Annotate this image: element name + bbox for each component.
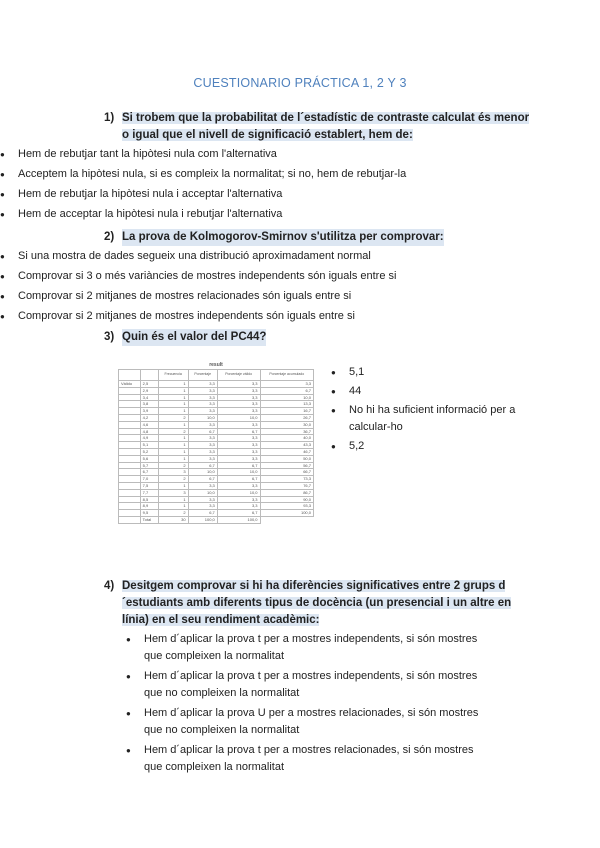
option[interactable]: ● 5,1 <box>331 364 521 381</box>
table-cell <box>119 435 141 442</box>
question-2 <box>18 229 444 328</box>
table-cell: 3,3 <box>217 408 260 415</box>
question-3-header <box>104 329 266 346</box>
table-cell <box>119 462 141 469</box>
table-row <box>119 455 314 462</box>
table-cell: 2,9 <box>140 387 158 394</box>
table-cell: 7,7 <box>140 489 158 496</box>
table-row <box>119 428 314 435</box>
question-3-text: Quin és el valor del PC44? <box>122 329 266 346</box>
table-row <box>119 421 314 428</box>
table-cell: 3,3 <box>188 503 217 510</box>
question-2-text: La prova de Kolmogorov-Smirnov s'utilitza per comprovar: <box>122 229 444 246</box>
question-4-text: Desitgem comprovar si hi ha diferències significatives entre 2 grups d´estudiants amb diferents tipus de docència (un presencial i un altre en línia) en el seu rendiment acadèmic: <box>122 580 512 626</box>
table-total-row <box>119 516 314 523</box>
table-cell: 2 <box>158 476 188 483</box>
table-cell: 3,3 <box>217 394 260 401</box>
table-cell: 3,3 <box>217 482 260 489</box>
frequency-table-title: result <box>209 362 223 368</box>
table-cell <box>119 414 141 421</box>
table-cell: 43,3 <box>260 442 313 449</box>
table-cell: 6,7 <box>217 476 260 483</box>
table-row <box>119 510 314 517</box>
table-cell: 3,3 <box>217 381 260 388</box>
option[interactable]: ● Hem de rebutjar la hipòtesi nula i acceptar l'alternativa <box>0 186 532 203</box>
table-cell <box>119 496 141 503</box>
table-cell: 4,2 <box>140 414 158 421</box>
table-cell <box>119 408 141 415</box>
table-cell: 40,0 <box>260 435 313 442</box>
table-cell: 86,7 <box>260 489 313 496</box>
table-cell: 3,3 <box>188 387 217 394</box>
table-cell: 2 <box>158 462 188 469</box>
table-cell: 3,3 <box>217 503 260 510</box>
table-cell: 26,7 <box>260 414 313 421</box>
table-cell: 10,0 <box>217 469 260 476</box>
table-cell: 5,7 <box>140 462 158 469</box>
question-3-options <box>331 364 521 455</box>
question-2-options <box>0 248 444 325</box>
table-cell: Válido <box>119 381 141 388</box>
table-cell: 30 <box>158 516 188 523</box>
table-header <box>140 370 158 381</box>
question-4 <box>104 578 532 779</box>
table-cell <box>119 516 141 523</box>
table-cell: 3,3 <box>188 421 217 428</box>
table-row <box>119 414 314 421</box>
table-row <box>119 503 314 510</box>
table-cell: 93,3 <box>260 503 313 510</box>
table-header: Porcentaje válido <box>217 370 260 381</box>
table-cell: 6,7 <box>260 387 313 394</box>
table-cell: 6,7 <box>188 462 217 469</box>
table-cell: 100,0 <box>217 516 260 523</box>
table-row <box>119 476 314 483</box>
question-1 <box>18 110 532 226</box>
table-cell: 1 <box>158 448 188 455</box>
table-cell: 1 <box>158 387 188 394</box>
table-cell: 6,7 <box>188 476 217 483</box>
table-row <box>119 462 314 469</box>
table-cell: 30,0 <box>260 421 313 428</box>
table-cell: 1 <box>158 435 188 442</box>
table-cell <box>119 428 141 435</box>
table-cell: 1 <box>158 394 188 401</box>
table-header: Frecuencia <box>158 370 188 381</box>
question-number: 1) <box>104 112 115 124</box>
table-cell <box>119 421 141 428</box>
table-row <box>119 469 314 476</box>
table-cell: 3,3 <box>188 435 217 442</box>
table-cell: 7,0 <box>140 476 158 483</box>
table-cell: 3,4 <box>140 394 158 401</box>
option[interactable]: ● Hem d´aplicar la prova t per a mostres independents, si són mostres que no compleixen la normalitat <box>126 668 486 702</box>
table-cell <box>119 469 141 476</box>
option[interactable]: ● Comprovar si 2 mitjanes de mostres independents són iguals entre si <box>0 308 444 325</box>
table-cell <box>119 455 141 462</box>
table-cell <box>119 387 141 394</box>
table-cell: 13,3 <box>260 401 313 408</box>
table-header-row <box>119 370 314 381</box>
option[interactable]: ● Hem de rebutjar tant la hipòtesi nula com l'alternativa <box>0 146 532 163</box>
table-cell: 9,5 <box>140 510 158 517</box>
table-cell <box>119 476 141 483</box>
table-cell: 1 <box>158 442 188 449</box>
question-4-options <box>126 631 486 776</box>
table-cell: 10,0 <box>188 469 217 476</box>
table-cell: 3,3 <box>188 408 217 415</box>
table-cell: 16,7 <box>260 408 313 415</box>
table-row <box>119 381 314 388</box>
table-cell: 66,7 <box>260 469 313 476</box>
table-cell: 6,7 <box>217 428 260 435</box>
table-cell <box>119 482 141 489</box>
table-cell: 6,7 <box>188 428 217 435</box>
table-header: Porcentaje acumulado <box>260 370 313 381</box>
table-row <box>119 489 314 496</box>
table-cell: 1 <box>158 421 188 428</box>
option[interactable]: ● Comprovar si 3 o més variàncies de mostres independents són iguals entre si <box>0 268 444 285</box>
table-cell: 3,3 <box>188 455 217 462</box>
table-header: Porcentaje <box>188 370 217 381</box>
table-cell: 3,3 <box>188 496 217 503</box>
table-row <box>119 408 314 415</box>
frequency-table <box>118 362 314 552</box>
table-cell: 10,0 <box>260 394 313 401</box>
table-cell: 3,3 <box>188 381 217 388</box>
question-1-options <box>0 146 532 223</box>
table-cell: 4,6 <box>140 421 158 428</box>
table-cell: 3,3 <box>217 448 260 455</box>
table-cell: 36,7 <box>260 428 313 435</box>
table-cell: 6,7 <box>217 510 260 517</box>
question-2-header <box>104 229 444 246</box>
question-1-text: Si trobem que la probabilitat de l´estadístic de contraste calculat és menor o igual que el nivell de significació establert, hem de: <box>122 112 530 141</box>
table-row <box>119 394 314 401</box>
page-title: CUESTIONARIO PRÁCTICA 1, 2 Y 3 <box>193 76 407 90</box>
table-cell: 1 <box>158 482 188 489</box>
option[interactable]: ● 5,2 <box>331 438 521 455</box>
question-number: 3) <box>104 331 115 343</box>
table-cell: 10,0 <box>217 414 260 421</box>
table-cell: 5,1 <box>140 442 158 449</box>
table-cell: 3,3 <box>217 496 260 503</box>
table-cell <box>119 448 141 455</box>
question-number: 4) <box>104 580 115 592</box>
question-1-header <box>104 110 532 144</box>
option[interactable]: ● Hem d´aplicar la prova U per a mostres relacionades, si són mostres que no compleixen la normalitat <box>126 705 486 739</box>
table-cell: 5,2 <box>140 448 158 455</box>
table-cell <box>119 489 141 496</box>
table-cell: 3,3 <box>217 442 260 449</box>
table-cell: 56,7 <box>260 462 313 469</box>
table-cell: 100,0 <box>260 510 313 517</box>
table-cell: 6,7 <box>140 469 158 476</box>
table-cell: 3,3 <box>188 448 217 455</box>
question-4-header <box>104 578 532 629</box>
table-cell: 4,8 <box>140 428 158 435</box>
table-cell: 10,0 <box>188 414 217 421</box>
table-row <box>119 442 314 449</box>
table-cell: 2 <box>158 414 188 421</box>
option[interactable]: ● Comprovar si 2 mitjanes de mostres relacionades són iguals entre si <box>0 288 444 305</box>
table-cell: 76,7 <box>260 482 313 489</box>
table-cell: 3 <box>158 489 188 496</box>
table-cell: 6,7 <box>217 462 260 469</box>
option[interactable]: ● Acceptem la hipòtesi nula, si es compleix la normalitat; si no, hem de rebutjar-la <box>0 166 532 183</box>
table-cell: 3 <box>158 469 188 476</box>
table-cell: 3,3 <box>188 401 217 408</box>
table-cell <box>119 394 141 401</box>
option[interactable]: ● No hi ha suficient informació per a calcular-ho <box>331 402 521 436</box>
table-cell: 3,3 <box>217 455 260 462</box>
table-cell: 100,0 <box>188 516 217 523</box>
table-cell: 1 <box>158 503 188 510</box>
table-cell: 1 <box>158 408 188 415</box>
option[interactable]: ● 44 <box>331 383 521 400</box>
question-number: 2) <box>104 231 115 243</box>
table-cell: 1 <box>158 381 188 388</box>
table-cell: 3,3 <box>217 387 260 394</box>
question-3 <box>104 329 266 346</box>
table-cell: 2,5 <box>140 381 158 388</box>
option[interactable]: ● Hem d´aplicar la prova t per a mostres relacionades, si són mostres que compleixen la normalitat <box>126 742 486 776</box>
table-cell: Total <box>140 516 158 523</box>
table-row <box>119 387 314 394</box>
table-row <box>119 448 314 455</box>
table-cell: 1 <box>158 496 188 503</box>
table-cell <box>119 442 141 449</box>
table-cell: 3,3 <box>217 435 260 442</box>
table-cell: 7,5 <box>140 482 158 489</box>
table-row <box>119 401 314 408</box>
table-cell: 73,3 <box>260 476 313 483</box>
table-cell: 3,3 <box>217 421 260 428</box>
table-row <box>119 435 314 442</box>
table-cell: 4,9 <box>140 435 158 442</box>
question-3-options-box <box>331 362 521 457</box>
table-cell: 3,9 <box>140 408 158 415</box>
table-cell: 90,0 <box>260 496 313 503</box>
table-cell: 46,7 <box>260 448 313 455</box>
table-cell: 3,3 <box>217 401 260 408</box>
table-cell: 6,7 <box>188 510 217 517</box>
table-row <box>119 482 314 489</box>
table-cell: 8,5 <box>140 496 158 503</box>
frequency-table-grid <box>118 369 314 524</box>
option[interactable]: ● Si una mostra de dades segueix una distribució aproximadament normal <box>0 248 444 265</box>
table-cell: 3,3 <box>188 482 217 489</box>
table-cell: 1 <box>158 455 188 462</box>
table-cell: 3,8 <box>140 401 158 408</box>
option[interactable]: ● Hem de acceptar la hipòtesi nula i rebutjar l'alternativa <box>0 206 532 223</box>
table-cell <box>119 510 141 517</box>
table-cell: 8,9 <box>140 503 158 510</box>
table-row <box>119 496 314 503</box>
table-cell: 2 <box>158 510 188 517</box>
table-cell: 3,3 <box>188 394 217 401</box>
table-cell: 3,3 <box>188 442 217 449</box>
table-cell <box>119 401 141 408</box>
option[interactable]: ● Hem d´aplicar la prova t per a mostres independents, si són mostres que compleixen la normalitat <box>126 631 486 665</box>
table-cell <box>119 503 141 510</box>
table-cell: 10,0 <box>188 489 217 496</box>
table-cell: 10,0 <box>217 489 260 496</box>
table-cell: 50,0 <box>260 455 313 462</box>
table-cell: 5,6 <box>140 455 158 462</box>
table-cell: 3,3 <box>260 381 313 388</box>
table-cell: 1 <box>158 401 188 408</box>
table-cell: 2 <box>158 428 188 435</box>
table-header <box>119 370 141 381</box>
